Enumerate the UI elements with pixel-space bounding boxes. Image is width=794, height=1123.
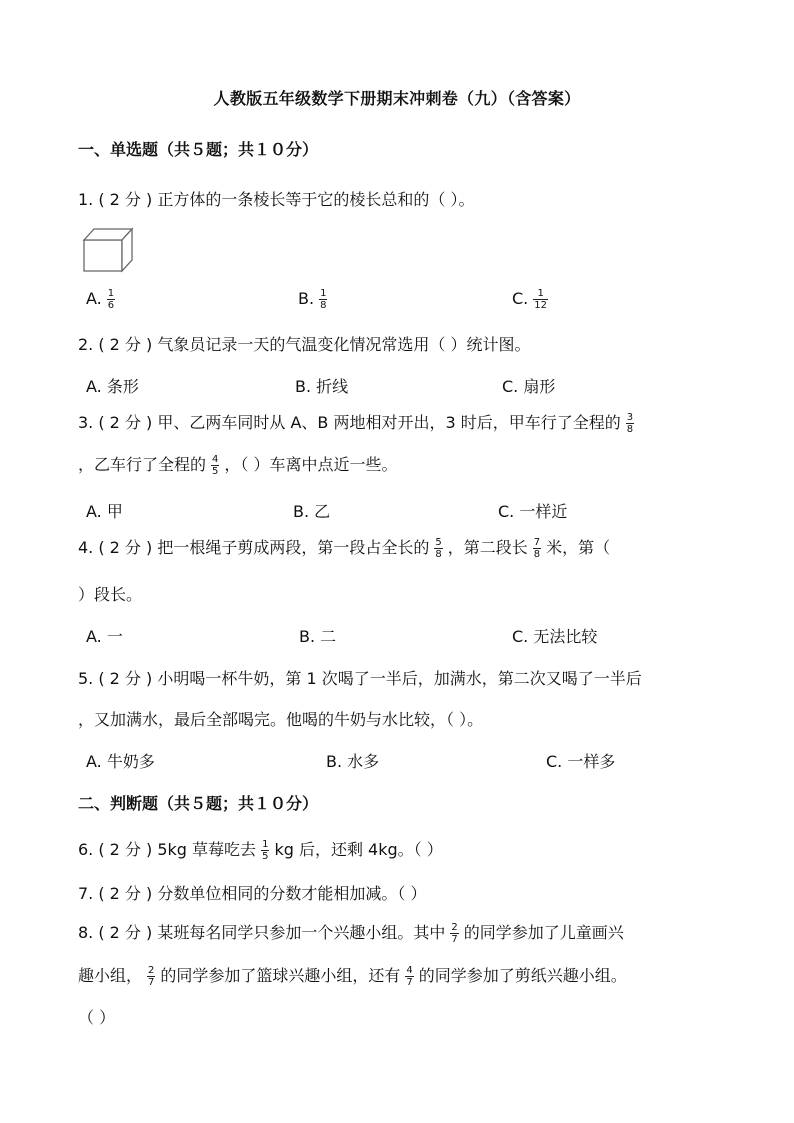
question-4-line-2: ）段长。 xyxy=(78,585,143,604)
q5-option-b[interactable]: B. 水多 xyxy=(326,752,380,771)
q3-option-c[interactable]: C. 一样近 xyxy=(498,502,568,521)
question-5-line-2: ，又加满水，最后全部喝完。他喝的牛奶与水比较，（ ）。 xyxy=(78,710,484,729)
fraction: $\frac{2}{7}$ xyxy=(148,965,155,988)
fraction: $\frac{7}{8}$ xyxy=(533,537,541,560)
fraction: $\frac{2}{7}$ xyxy=(451,922,458,945)
question-8-line-1: 8. ( 2 分 ) 某班每名同学只参加一个兴趣小组。其中 $\frac{2}{7}$ 的同学参加了儿童画兴 xyxy=(78,922,624,945)
fraction: $\frac{1}{6}$ xyxy=(107,288,115,311)
q2-option-c[interactable]: C. 扇形 xyxy=(502,377,556,396)
q3-option-a[interactable]: A. 甲 xyxy=(86,502,123,521)
fraction: $\frac{1}{5}$ xyxy=(262,839,269,862)
fraction: $\frac{5}{8}$ xyxy=(435,537,442,560)
question-6: 6. ( 2 分 ) 5kg 草莓吃去 $\frac{1}{5}$ kg 后，还剩 4kg。（ ） xyxy=(78,839,443,862)
q4-option-c[interactable]: C. 无法比较 xyxy=(512,627,598,646)
fraction: $\frac{4}{5}$ xyxy=(212,454,219,477)
question-4-line-1: 4. ( 2 分 ) 把一根绳子剪成两段，第一段占全长的 $\frac{5}{8}$ ，第二段长 $\frac{7}{8}$ 米，第（ xyxy=(78,537,611,560)
section-heading-single-choice: 一、单选题（共５题；共１０分） xyxy=(78,140,319,159)
cube-figure xyxy=(82,226,136,274)
q2-option-a[interactable]: A. 条形 xyxy=(86,377,139,396)
section-heading-true-false: 二、判断题（共５题；共１０分） xyxy=(78,794,319,813)
question-5-line-1: 5. ( 2 分 ) 小明喝一杯牛奶，第 1 次喝了一半后，加满水，第二次又喝了一半后 xyxy=(78,669,642,688)
question-3-line-1: 3. ( 2 分 ) 甲、乙两车同时从 A、B 两地相对开出，3 时后，甲车行了全程的 $\frac{3}{8}$ xyxy=(78,412,634,435)
q3-option-b[interactable]: B. 乙 xyxy=(293,502,331,521)
question-7: 7. ( 2 分 ) 分数单位相同的分数才能相加减。（ ） xyxy=(78,884,427,903)
q1-option-c[interactable]: C. $\frac{1}{12}$ xyxy=(512,288,547,311)
question-8-answer-blank[interactable]: （ ） xyxy=(78,1008,116,1027)
q4-option-a[interactable]: A. 一 xyxy=(86,627,123,646)
q4-option-b[interactable]: B. 二 xyxy=(299,627,337,646)
fraction: $\frac{1}{8}$ xyxy=(320,288,327,311)
q1-option-b[interactable]: B. $\frac{1}{8}$ xyxy=(298,288,327,311)
q5-option-a[interactable]: A. 牛奶多 xyxy=(86,752,155,771)
q5-option-c[interactable]: C. 一样多 xyxy=(546,752,616,771)
page-title: 人教版五年级数学下册期末冲刺卷（九）（含答案） xyxy=(213,89,581,108)
question-1: 1. ( 2 分 ) 正方体的一条棱长等于它的棱长总和的（ ）。 xyxy=(78,190,475,209)
fraction: $\frac{3}{8}$ xyxy=(626,412,634,435)
q2-option-b[interactable]: B. 折线 xyxy=(295,377,349,396)
question-8-line-2: 趣小组， $\frac{2}{7}$ 的同学参加了篮球兴趣小组，还有 $\frac{4}{7}$ 的同学参加了剪纸兴趣小组。 xyxy=(78,965,627,988)
fraction: $\frac{1}{12}$ xyxy=(534,288,547,311)
fraction: $\frac{4}{7}$ xyxy=(406,965,413,988)
question-2: 2. ( 2 分 ) 气象员记录一天的气温变化情况常选用（ ）统计图。 xyxy=(78,335,531,354)
q1-option-a[interactable]: A. $\frac{1}{6}$ xyxy=(86,288,115,311)
question-3-line-2: ，乙车行了全程的 $\frac{4}{5}$ ，（ ）车离中点近一些。 xyxy=(78,454,398,477)
